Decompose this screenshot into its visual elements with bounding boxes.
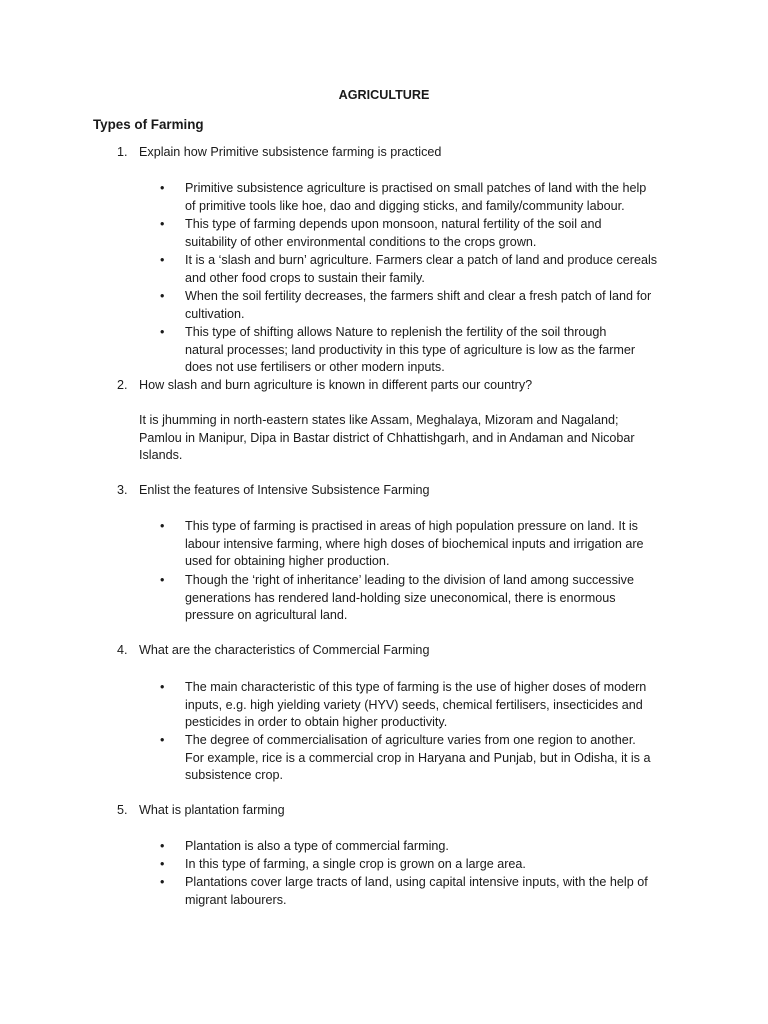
bullet-icon: •	[160, 733, 165, 747]
bullet-line: cultivation.	[185, 306, 245, 321]
bullet-line: and other food crops to sustain their family.	[185, 270, 425, 285]
answer-line: Pamlou in Manipur, Dipa in Bastar district of Chhattishgarh, and in Andaman and Nicobar	[139, 430, 635, 445]
bullet-line: This type of farming is practised in areas of high population pressure on land. It is	[185, 519, 638, 533]
bullet-icon: •	[160, 217, 165, 231]
bullet-icon: •	[160, 181, 165, 195]
question-number: 3.	[117, 483, 128, 497]
question-number: 1.	[117, 145, 128, 159]
question-text: What are the characteristics of Commercial Farming	[139, 643, 430, 657]
bullet-line: migrant labourers.	[185, 892, 287, 907]
bullet-line: It is a ‘slash and burn’ agriculture. Farmers clear a patch of land and produce cereals	[185, 253, 658, 267]
bullet-icon: •	[160, 857, 165, 871]
bullet-line: For example, rice is a commercial crop in Haryana and Punjab, but in Odisha, it is a	[185, 750, 651, 765]
question-number: 5.	[117, 803, 128, 817]
bullet-icon: •	[160, 875, 165, 889]
question-number: 2.	[117, 378, 128, 392]
bullet-line: used for obtaining higher production.	[185, 554, 390, 569]
bullet-line: Plantation is also a type of commercial farming.	[185, 839, 449, 853]
bullet-line: subsistence crop.	[185, 768, 284, 783]
bullet-line: Primitive subsistence agriculture is practised on small patches of land with the help	[185, 181, 647, 195]
bullet-line: Plantations cover large tracts of land, using capital intensive inputs, with the help of	[185, 875, 648, 889]
bullet-line: natural processes; land productivity in this type of agriculture is low as the farmer	[185, 342, 636, 357]
section-heading: Types of Farming	[93, 117, 204, 132]
bullet-line: pressure on agricultural land.	[185, 608, 348, 623]
bullet-line: suitability of other environmental conditions to the crops grown.	[185, 234, 537, 249]
bullet-icon: •	[160, 680, 165, 694]
bullet-icon: •	[160, 253, 165, 267]
bullet-icon: •	[160, 325, 165, 339]
bullet-icon: •	[160, 289, 165, 303]
page-title: AGRICULTURE	[338, 88, 430, 102]
bullet-line: generations has rendered land-holding size uneconomical, there is enormous	[185, 590, 616, 605]
answer-paragraph	[139, 412, 679, 465]
bullet-line: of primitive tools like hoe, dao and digging sticks, and family/community labour.	[185, 198, 625, 213]
answer-line: It is jhumming in north-eastern states like Assam, Meghalaya, Mizoram and Nagaland;	[139, 413, 619, 427]
bullet-line: When the soil fertility decreases, the farmers shift and clear a fresh patch of land for	[185, 289, 652, 303]
bullet-line: The main characteristic of this type of farming is the use of higher doses of modern	[185, 680, 647, 694]
bullet-line: does not use fertilisers or other modern inputs.	[185, 360, 445, 375]
bullet-line: This type of shifting allows Nature to replenish the fertility of the soil through	[185, 325, 607, 339]
bullet-line: The degree of commercialisation of agriculture varies from one region to another.	[185, 733, 636, 747]
bullet-icon: •	[160, 839, 165, 853]
question-text: What is plantation farming	[139, 803, 285, 817]
bullet-line: This type of farming depends upon monsoon, natural fertility of the soil and	[185, 217, 602, 231]
bullet-icon: •	[160, 573, 165, 587]
question-text: How slash and burn agriculture is known in different parts our country?	[139, 378, 533, 392]
bullet-line: pesticides in order to obtain higher productivity.	[185, 715, 448, 730]
bullet-line: Though the ‘right of inheritance’ leading to the division of land among successive	[185, 573, 634, 587]
bullet-line: In this type of farming, a single crop is grown on a large area.	[185, 857, 526, 871]
answer-line: Islands.	[139, 448, 183, 463]
question-text: Explain how Primitive subsistence farming is practiced	[139, 145, 442, 159]
question-number: 4.	[117, 643, 128, 657]
question-text: Enlist the features of Intensive Subsistence Farming	[139, 483, 430, 497]
bullet-icon: •	[160, 519, 165, 533]
bullet-line: inputs, e.g. high yielding variety (HYV) seeds, chemical fertilisers, insecticides and	[185, 697, 643, 712]
bullet-line: labour intensive farming, where high doses of biochemical inputs and irrigation are	[185, 536, 644, 551]
